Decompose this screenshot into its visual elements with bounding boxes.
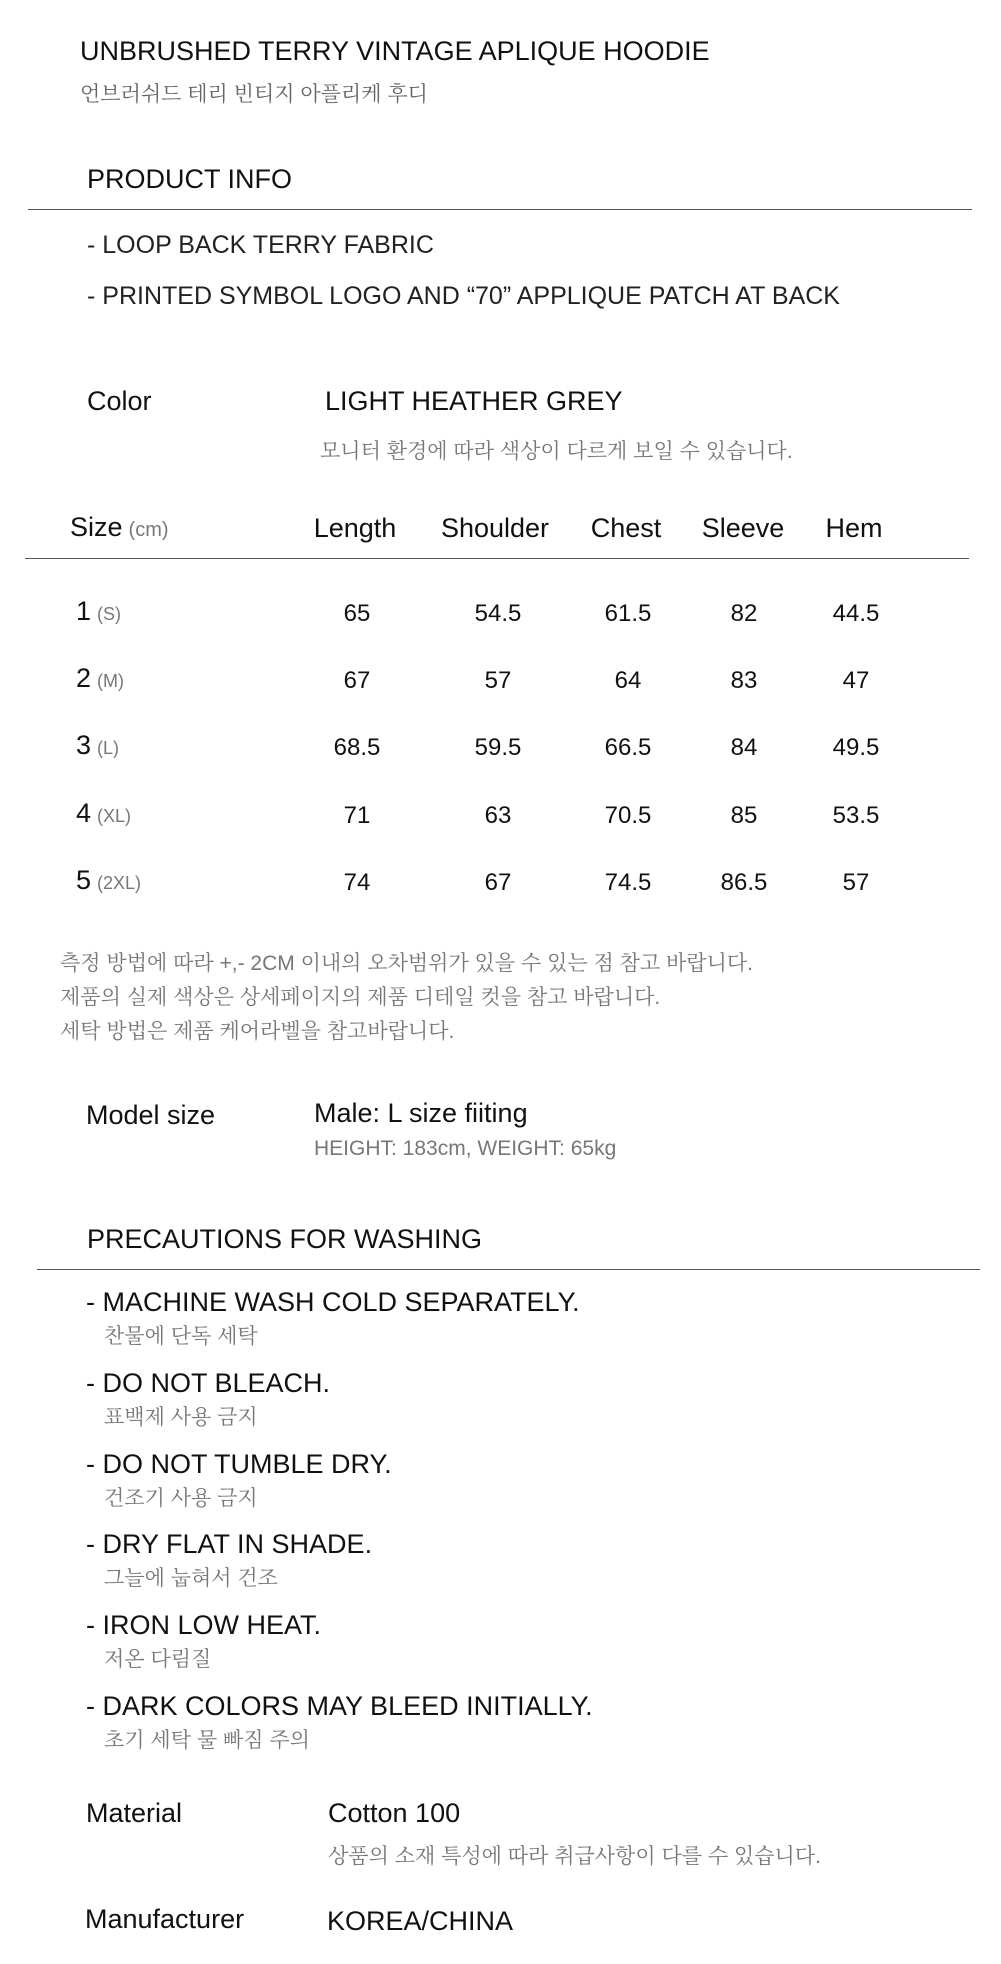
size-cell: 67 (343, 667, 371, 694)
size-table-divider (25, 558, 969, 559)
washing-instruction-korean: 건조기 사용 금지 (104, 1487, 258, 1510)
product-info-heading: PRODUCT INFO (87, 164, 293, 194)
size-cell: 59.5 (474, 734, 522, 761)
size-cell: 66.5 (604, 734, 652, 761)
product-info-bullet: - LOOP BACK TERRY FABRIC (87, 231, 434, 259)
material-value: Cotton 100 (328, 1798, 461, 1828)
product-info-divider (28, 209, 972, 210)
size-row-label: 5 (2XL) (76, 865, 142, 895)
product-title-korean: 언브러쉬드 테리 빈티지 아플리케 후디 (80, 83, 428, 106)
size-cell: 57 (484, 667, 512, 694)
size-cell: 74 (343, 869, 371, 896)
size-cell: 57 (842, 869, 870, 896)
size-cell: 74.5 (604, 869, 652, 896)
size-row-label: 4 (XL) (76, 798, 132, 828)
size-cell: 70.5 (604, 802, 652, 829)
size-cell: 54.5 (474, 600, 522, 627)
washing-instruction: - DO NOT TUMBLE DRY. (86, 1449, 392, 1479)
washing-instruction: - MACHINE WASH COLD SEPARATELY. (86, 1287, 580, 1317)
washing-instruction-korean: 초기 세탁 물 빠짐 주의 (104, 1729, 310, 1752)
size-cell: 68.5 (333, 734, 381, 761)
size-label: Size (70, 512, 123, 542)
washing-instruction: - IRON LOW HEAT. (86, 1610, 322, 1640)
washing-instruction-korean: 저온 다림질 (104, 1648, 212, 1671)
size-cell: 61.5 (604, 600, 652, 627)
size-column-header: Hem (825, 513, 883, 543)
size-cell: 83 (730, 667, 758, 694)
size-row-label: 1 (S) (76, 596, 122, 626)
size-cell: 86.5 (720, 869, 768, 896)
washing-instruction-korean: 찬물에 단독 세탁 (104, 1325, 258, 1348)
size-note: 측정 방법에 따라 +,- 2CM 이내의 오차범위가 있을 수 있는 점 참고 바랍니다. (60, 952, 753, 975)
size-cell: 67 (484, 869, 512, 896)
product-title: UNBRUSHED TERRY VINTAGE APLIQUE HOODIE (80, 36, 710, 66)
washing-heading: PRECAUTIONS FOR WASHING (87, 1224, 483, 1254)
washing-instruction: - DO NOT BLEACH. (86, 1368, 331, 1398)
product-info-bullet: - PRINTED SYMBOL LOGO AND “70” APPLIQUE PATCH AT BACK (87, 282, 840, 310)
size-header-label (70, 512, 169, 543)
washing-instruction-korean: 그늘에 눕혀서 건조 (104, 1567, 278, 1590)
model-size-label: Model size (86, 1100, 216, 1130)
manufacturer-value: KOREA/CHINA (327, 1906, 514, 1936)
model-measurements: HEIGHT: 183cm, WEIGHT: 65kg (314, 1137, 617, 1160)
size-column-header: Sleeve (701, 513, 785, 543)
size-row-label: 3 (L) (76, 730, 120, 760)
size-cell: 65 (343, 600, 371, 627)
color-label: Color (87, 386, 152, 416)
size-cell: 47 (842, 667, 870, 694)
size-unit: (cm) (128, 519, 169, 541)
size-cell: 85 (730, 802, 758, 829)
material-label: Material (86, 1798, 183, 1828)
size-column-header: Shoulder (440, 513, 550, 543)
size-column-header: Length (313, 513, 397, 543)
manufacturer-label: Manufacturer (85, 1904, 245, 1934)
washing-divider (37, 1269, 980, 1270)
model-size-value: Male: L size fiiting (314, 1098, 528, 1128)
size-cell: 49.5 (832, 734, 880, 761)
size-cell: 63 (484, 802, 512, 829)
washing-instruction-korean: 표백제 사용 금지 (104, 1406, 258, 1429)
size-note: 제품의 실제 색상은 상세페이지의 제품 디테일 컷을 참고 바랍니다. (60, 986, 661, 1009)
size-column-header: Chest (590, 513, 662, 543)
color-value: LIGHT HEATHER GREY (325, 386, 623, 416)
size-cell: 64 (614, 667, 642, 694)
washing-instruction: - DRY FLAT IN SHADE. (86, 1529, 373, 1559)
size-cell: 84 (730, 734, 758, 761)
size-cell: 71 (343, 802, 371, 829)
size-cell: 44.5 (832, 600, 880, 627)
size-row-label: 2 (M) (76, 663, 125, 693)
size-note: 세탁 방법은 제품 케어라벨을 참고바랍니다. (60, 1020, 455, 1043)
size-cell: 53.5 (832, 802, 880, 829)
washing-instruction: - DARK COLORS MAY BLEED INITIALLY. (86, 1691, 593, 1721)
color-note: 모니터 환경에 따라 색상이 다르게 보일 수 있습니다. (320, 440, 793, 463)
size-cell: 82 (730, 600, 758, 627)
material-note: 상품의 소재 특성에 따라 취급사항이 다를 수 있습니다. (328, 1845, 821, 1868)
